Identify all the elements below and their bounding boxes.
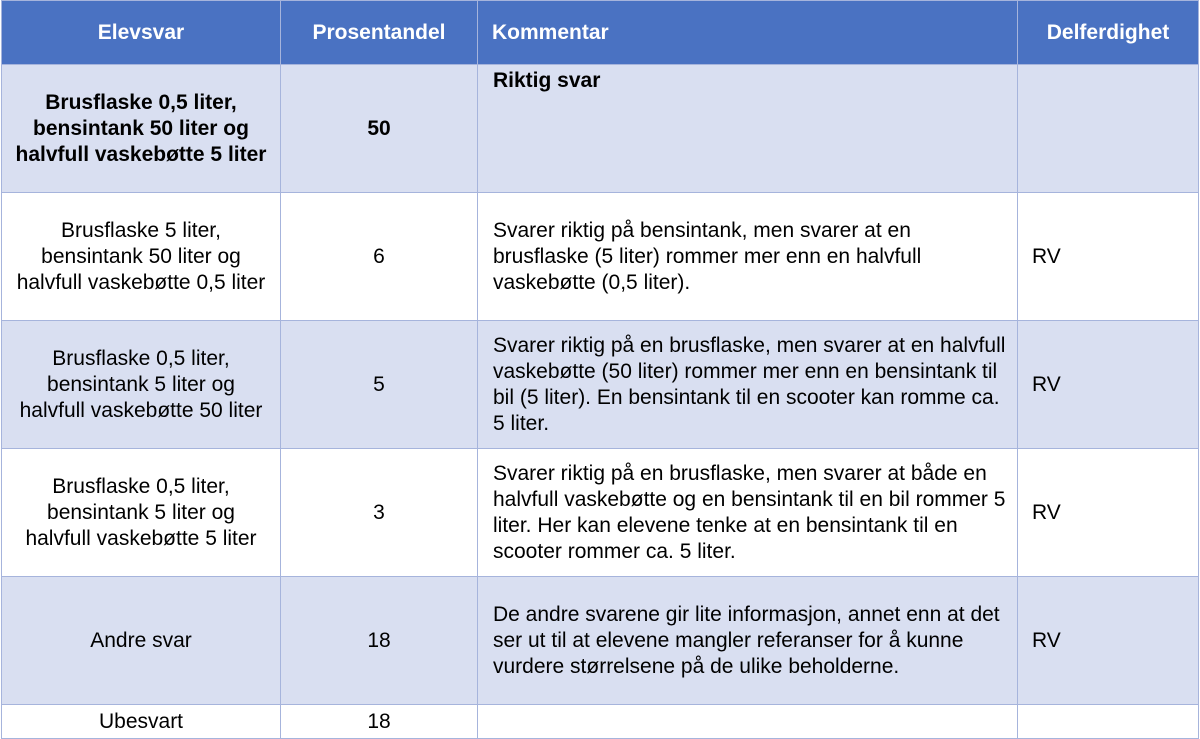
header-row bbox=[2, 1, 1199, 65]
skill-cell bbox=[1018, 65, 1199, 193]
answer-cell: Brusflaske 0,5 liter, bensintank 5 liter og halvfull vaskebøtte 50 liter bbox=[2, 321, 281, 449]
percent-cell: 5 bbox=[281, 321, 478, 449]
comment-cell: Svarer riktig på bensintank, men svarer at en brusflaske (5 liter) rommer mer enn en halvfull vaskebøtte (0,5 liter). bbox=[478, 193, 1018, 321]
comment-cell bbox=[478, 705, 1018, 739]
header-comment: Kommentar bbox=[478, 1, 1018, 65]
comment-cell: Riktig svar bbox=[478, 65, 1018, 193]
header-answer: Elevsvar bbox=[2, 1, 281, 65]
table-row bbox=[2, 321, 1199, 449]
comment-cell: Svarer riktig på en brusflaske, men svarer at en halvfull vaskebøtte (50 liter) rommer mer enn en bensintank til bil (5 liter). En bensintank til en scooter kan romme ca. 5 liter. bbox=[478, 321, 1018, 449]
header-skill: Delferdighet bbox=[1018, 1, 1199, 65]
percent-cell: 6 bbox=[281, 193, 478, 321]
answer-distribution-table bbox=[1, 0, 1199, 739]
table-header bbox=[2, 1, 1199, 65]
table-row bbox=[2, 577, 1199, 705]
answer-cell: Brusflaske 0,5 liter, bensintank 5 liter og halvfull vaskebøtte 5 liter bbox=[2, 449, 281, 577]
answer-cell: Andre svar bbox=[2, 577, 281, 705]
percent-cell: 18 bbox=[281, 705, 478, 739]
table-body bbox=[2, 65, 1199, 739]
answer-cell: Brusflaske 5 liter, bensintank 50 liter og halvfull vaskebøtte 0,5 liter bbox=[2, 193, 281, 321]
percent-cell: 18 bbox=[281, 577, 478, 705]
table-row bbox=[2, 193, 1199, 321]
table-row-correct bbox=[2, 65, 1199, 193]
skill-cell bbox=[1018, 705, 1199, 739]
skill-cell: RV bbox=[1018, 449, 1199, 577]
comment-cell: De andre svarene gir lite informasjon, annet enn at det ser ut til at elevene mangler referanser for å kunne vurdere størrelsene på de ulike beholderne. bbox=[478, 577, 1018, 705]
answer-cell: Brusflaske 0,5 liter, bensintank 50 liter og halvfull vaskebøtte 5 liter bbox=[2, 65, 281, 193]
skill-cell: RV bbox=[1018, 577, 1199, 705]
skill-cell: RV bbox=[1018, 193, 1199, 321]
header-percent: Prosentandel bbox=[281, 1, 478, 65]
percent-cell: 3 bbox=[281, 449, 478, 577]
table-row bbox=[2, 449, 1199, 577]
percent-cell: 50 bbox=[281, 65, 478, 193]
answer-cell: Ubesvart bbox=[2, 705, 281, 739]
table-row bbox=[2, 705, 1199, 739]
skill-cell: RV bbox=[1018, 321, 1199, 449]
comment-cell: Svarer riktig på en brusflaske, men svarer at både en halvfull vaskebøtte og en bensintank til en bil rommer 5 liter. Her kan elevene tenke at en bensintank til en scooter rommer ca. 5 liter. bbox=[478, 449, 1018, 577]
